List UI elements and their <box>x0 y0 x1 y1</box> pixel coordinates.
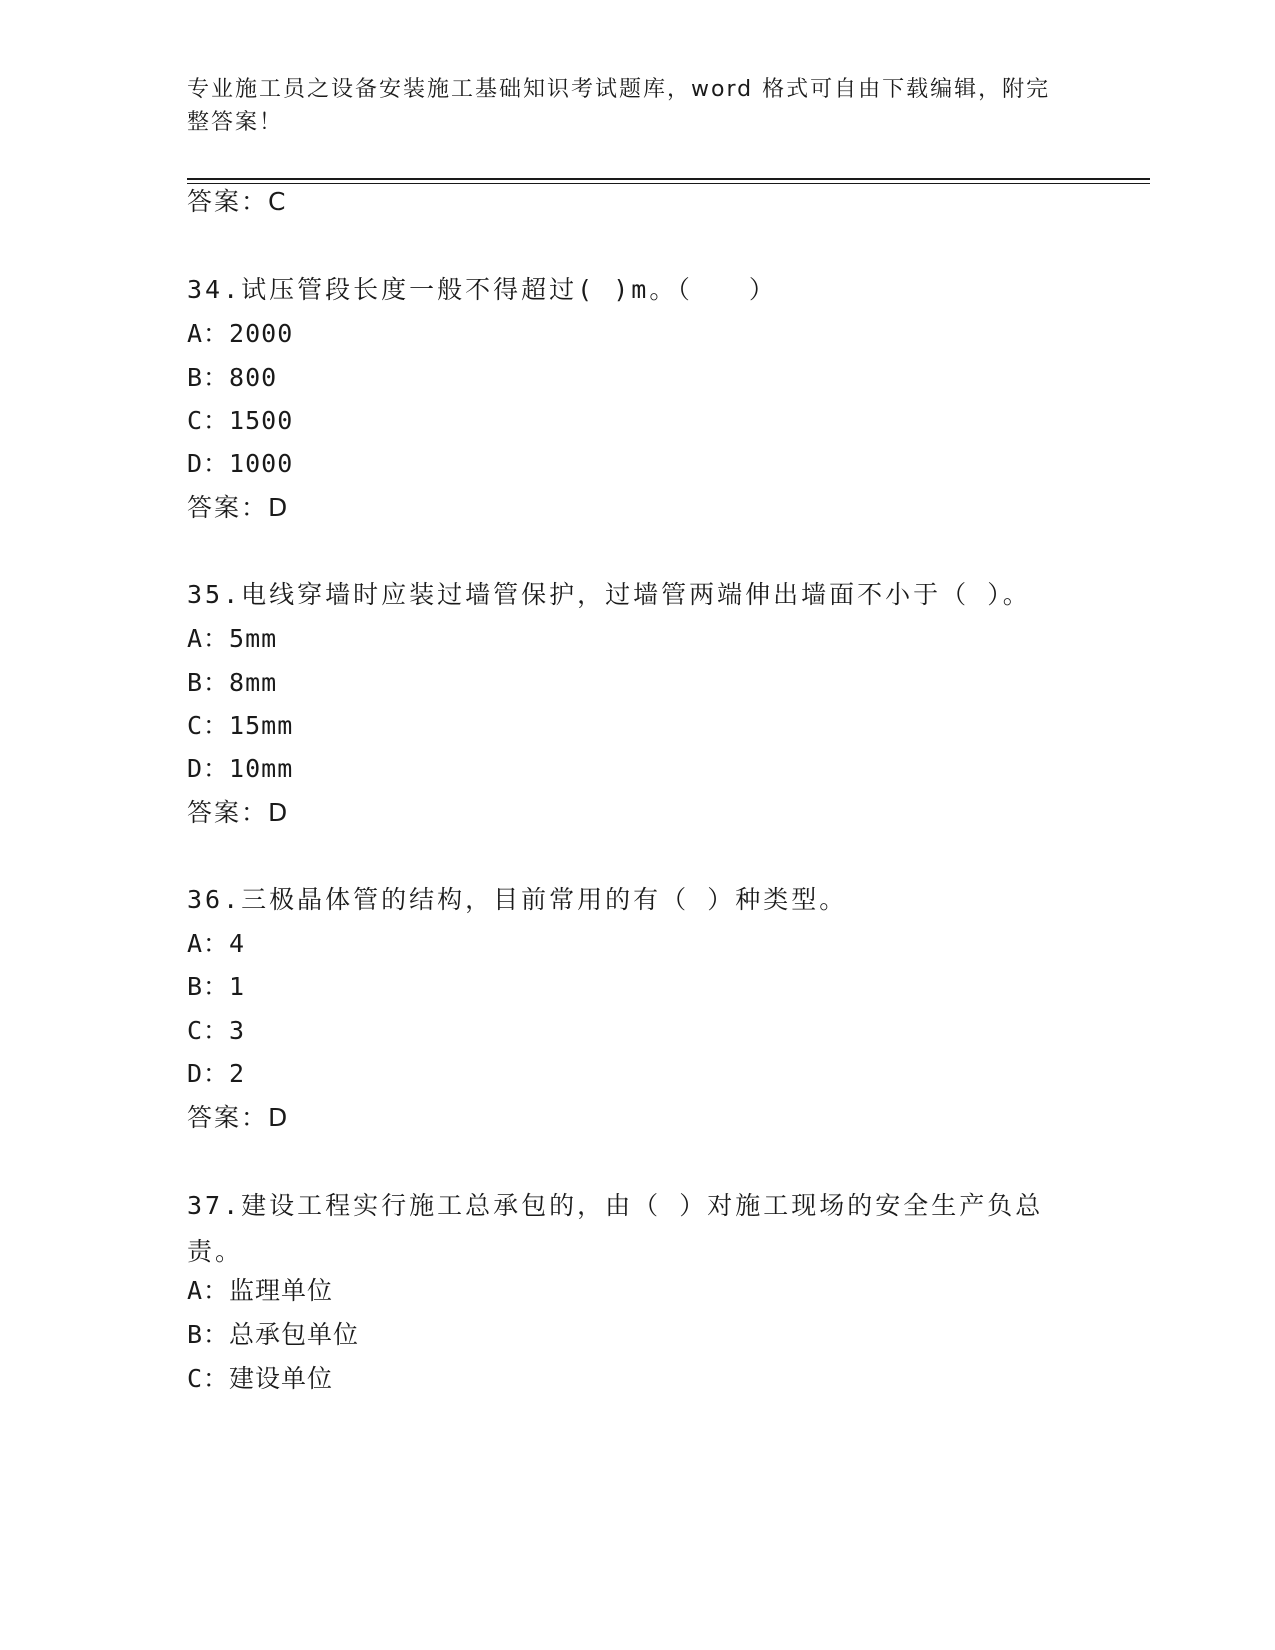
option-a: A：监理单位 <box>187 1276 334 1305</box>
option-c: C：15mm <box>187 711 294 740</box>
option-c: C：建设单位 <box>187 1364 334 1393</box>
option-c: C：1500 <box>187 406 294 435</box>
option-a: A：5mm <box>187 624 278 653</box>
option-b: B：总承包单位 <box>187 1320 360 1349</box>
answer-line: 答案：D <box>187 493 290 522</box>
option-b: B：8mm <box>187 668 278 697</box>
answer-line: 答案：D <box>187 798 290 827</box>
option-d: D：1000 <box>187 449 294 478</box>
option-a: A：4 <box>187 929 246 958</box>
option-d: D：2 <box>187 1059 246 1088</box>
option-b: B：1 <box>187 972 246 1001</box>
question-34: 34.试压管段长度一般不得超过( )m。（ ） <box>187 275 777 304</box>
option-b: B：800 <box>187 363 278 392</box>
option-a: A：2000 <box>187 319 294 348</box>
option-d: D：10mm <box>187 754 294 783</box>
header-divider <box>187 178 1150 180</box>
document-header: 专业施工员之设备安装施工基础知识考试题库，word 格式可自由下载编辑，附完整答案！ <box>187 77 1051 135</box>
header-divider-thin <box>187 183 1150 184</box>
question-35: 35.电线穿墙时应装过墙管保护，过墙管两端伸出墙面不小于（ ）。 <box>187 580 1031 609</box>
option-c: C：3 <box>187 1016 246 1045</box>
answer-line: 答案：D <box>187 1103 290 1132</box>
answer-line: 答案：C <box>187 187 288 216</box>
question-36: 36.三极晶体管的结构，目前常用的有（ ）种类型。 <box>187 885 848 914</box>
question-37: 37.建设工程实行施工总承包的，由（ ）对施工现场的安全生产负总责。 <box>187 1191 1044 1266</box>
